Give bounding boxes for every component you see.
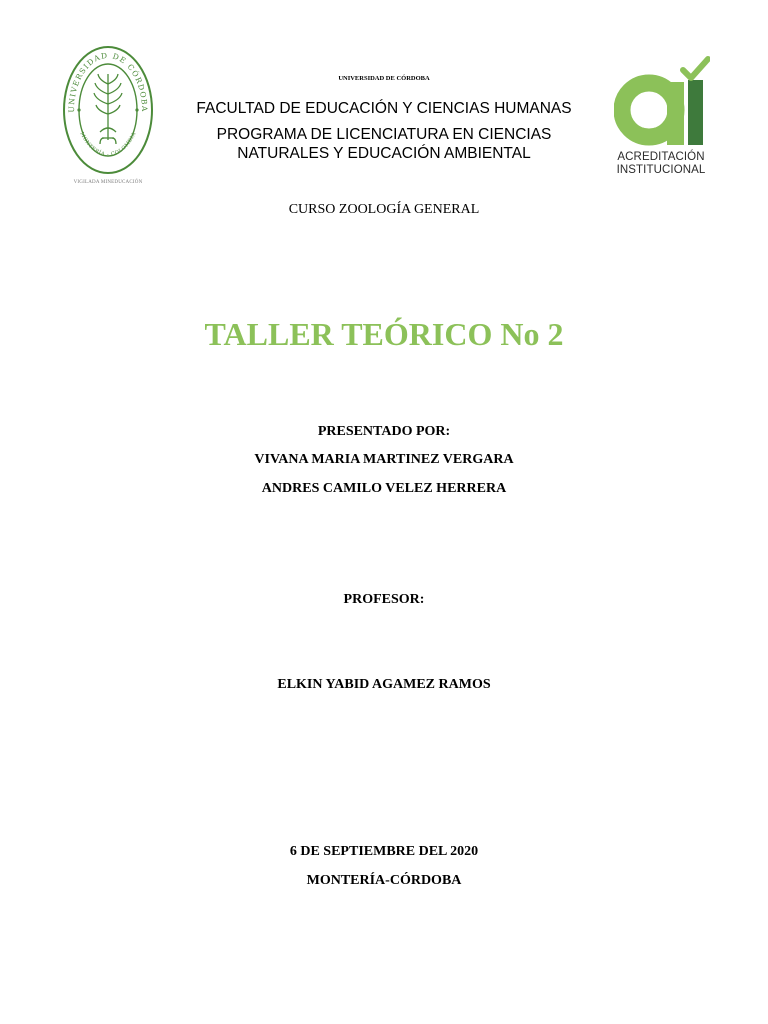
accreditation-line2: INSTITUCIONAL xyxy=(616,164,706,176)
presented-by-label: PRESENTADO POR: xyxy=(317,424,451,439)
document-place: MONTERÍA-CÓRDOBA xyxy=(306,873,462,888)
seal-motto: VIGILADA MINEDUCACIÓN xyxy=(73,180,143,185)
author-name-2: ANDRES CAMILO VELEZ HERRERA xyxy=(261,481,507,496)
seal-ring-text-top: UNIVERSIDAD DE CÓRDOBA xyxy=(66,50,150,113)
faculty-name: FACULTAD DE EDUCACIÓN Y CIENCIAS HUMANAS xyxy=(196,100,572,117)
accreditation-logo-icon xyxy=(614,56,710,150)
program-name-line1: PROGRAMA DE LICENCIATURA EN CIENCIAS xyxy=(216,126,552,143)
document-title: TALLER TEÓRICO No 2 xyxy=(204,316,564,352)
program-name-line2: NATURALES Y EDUCACIÓN AMBIENTAL xyxy=(237,145,531,162)
author-name-1: VIVANA MARIA MARTINEZ VERGARA xyxy=(254,452,514,467)
document-date: 6 DE SEPTIEMBRE DEL 2020 xyxy=(289,844,479,859)
professor-label: PROFESOR: xyxy=(343,592,425,607)
university-name: UNIVERSIDAD DE CÓRDOBA xyxy=(338,75,430,82)
seal-ring-text-bottom: MONTERÍA - COLOMBIA xyxy=(78,131,138,158)
accreditation-line1: ACREDITACIÓN xyxy=(617,151,705,163)
course-name: CURSO ZOOLOGÍA GENERAL xyxy=(288,202,480,217)
professor-name: ELKIN YABID AGAMEZ RAMOS xyxy=(277,677,491,692)
